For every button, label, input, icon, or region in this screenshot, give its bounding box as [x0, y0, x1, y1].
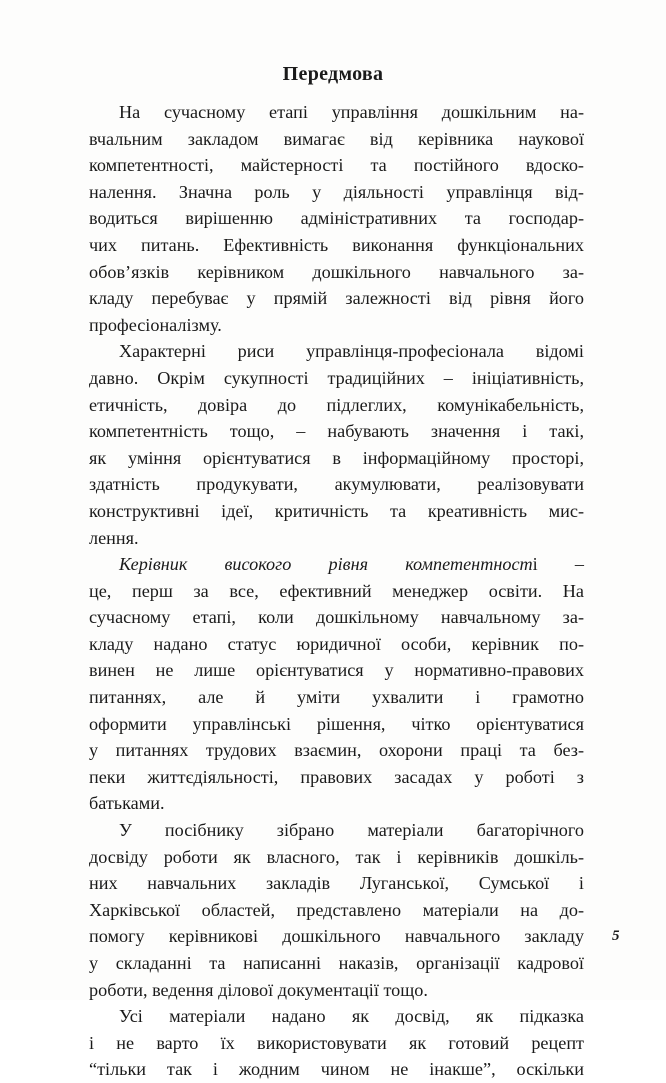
text-line: помогу керівникові дошкільного навчального закладу	[89, 926, 584, 947]
text-line: професіоналізму.	[89, 314, 222, 335]
text-line	[89, 551, 584, 578]
body-text	[89, 99, 584, 1083]
text-line: На сучасному етапі управління дошкільним на-	[119, 102, 584, 122]
page-number: 5	[612, 928, 620, 944]
text-line: сучасному етапі, коли дошкільному навчальному за-	[89, 607, 584, 628]
text-line: це, перш за все, ефективний менеджер освіти. На	[89, 580, 584, 601]
text-line: Усі матеріали надано як досвід, як підказка	[119, 1006, 584, 1027]
italic-term: Керівник високого рівня компетентност	[119, 554, 533, 575]
text-line: вчальним закладом вимагає від керівника наукової	[89, 128, 584, 149]
text-line: батьками.	[89, 793, 165, 814]
text-line: Характерні риси управлінця-професіонала відомі	[119, 341, 584, 362]
text-line: Харківської областей, представлено матеріали на до-	[89, 899, 584, 920]
text-line: і не варто їх використовувати як готовий рецепт	[89, 1032, 584, 1053]
text-line: роботи, ведення ділової документації тощо.	[89, 979, 428, 1000]
text-line: “тільки так і жодним чином не інакше”, оскільки	[89, 1059, 584, 1080]
text-line: давно. Окрім сукупності традиційних – ініціативність,	[89, 367, 584, 388]
text-line: компетентність тощо, – набувають значення і такі,	[89, 421, 584, 442]
text-line: водиться вирішенню адміністративних та господар-	[89, 208, 584, 229]
text-line: чих питань. Ефективність виконання функціональних	[89, 234, 584, 255]
text-line: оформити управлінські рішення, чітко орієнтуватися	[89, 713, 584, 734]
text-line: обов’язків керівником дошкільного навчального за-	[89, 261, 584, 282]
text-line: кладу перебуває у прямій залежності від рівня його	[89, 288, 584, 309]
text-line: етичність, довіра до підлеглих, комунікабельність,	[89, 394, 584, 415]
text-line: кладу надано статус юридичної особи, керівник по-	[89, 633, 584, 654]
text-line: у складанні та написанні наказів, організації кадрової	[89, 953, 584, 973]
text-line: як уміння орієнтуватися в інформаційному просторі,	[89, 447, 584, 468]
text-line: конструктивні ідеї, критичність та креативність мис-	[89, 500, 584, 521]
text-line: компетентності, майстерності та постійного вдоско-	[89, 155, 584, 176]
text-line: лення.	[89, 527, 139, 548]
text-line: У посібнику зібрано матеріали багаторічного	[119, 820, 584, 841]
text-line: у питаннях трудових взаємин, охорони праці та без-	[89, 740, 584, 761]
page-title: Передмова	[282, 63, 384, 85]
text-line: них навчальних закладів Луганської, Сумської і	[89, 873, 584, 894]
text-line: досвіду роботи як власного, так і керівників дошкіль-	[89, 846, 584, 867]
text-line: пеки життєдіяльності, правових засадах у роботі з	[89, 766, 584, 787]
text-line: здатність продукувати, акумулювати, реалізовувати	[89, 474, 584, 495]
text-line: налення. Значна роль у діяльності управлінця від-	[89, 181, 584, 202]
text-line: винен не лише орієнтуватися у нормативно-правових	[89, 660, 584, 681]
text-fragment: і –	[532, 554, 584, 575]
text-line: питаннях, але й уміти ухвалити і грамотно	[89, 687, 584, 708]
